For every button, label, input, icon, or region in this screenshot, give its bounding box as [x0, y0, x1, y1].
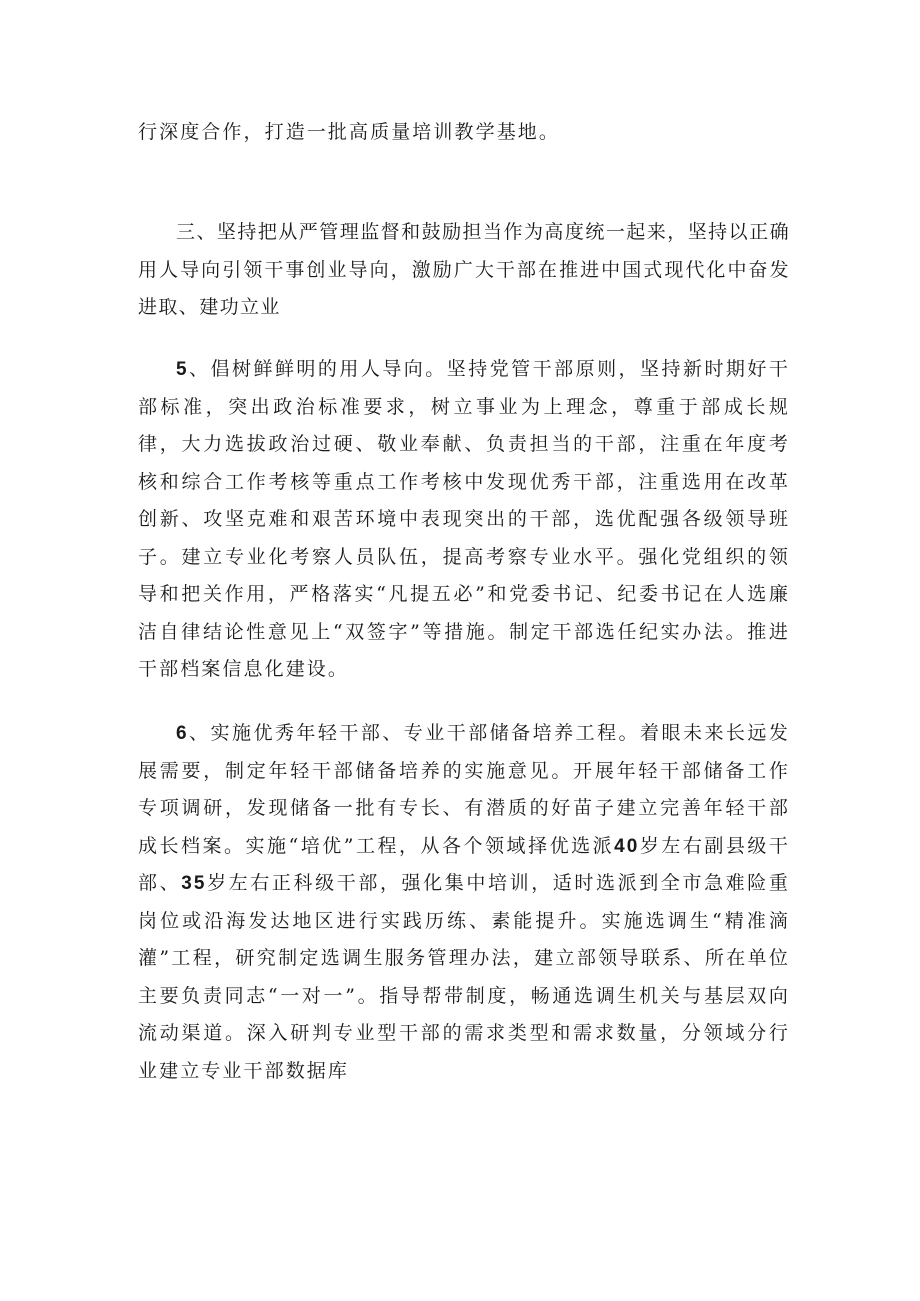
paragraph-text: 岁左右正科级干部，强化集中培训，适时选派到全市急难险重岗位或沿海发达地区进行实践历练、素能提升。实施选调生“精准滴灌”工程，研究制定选调生服务管理办法，建立部领导联系、所在单位主要负责同志“一对一”。指导帮带制度，畅通选调生机关与基层双向流动渠道。深入研判专业型干部的需求类型和需求数量，分领域分行业建立专业干部数据库 — [138, 872, 790, 1082]
paragraph-text: 、倡树鲜鲜明的用人导向。坚持党管干部原则，坚持新时期好干部标准，突出政治标准要求，树立事业为上理念，尊重于部成长规律，大力选拔政治过硬、敬业奉献、负责担当的干部，注重在年度考核和综合工作考核等重点工作考核中发现优秀干部，注重选用在改革创新、攻坚克难和艰苦环境中表现突出的干部，选优配强各级领导班子。建立专业化考察人员队伍，提高考察专业水平。强化党组织的领导和把关作用，严格落实“凡提五必”和党委书记、纪委书记在人选廉洁自律结论性意见上“双签字”等措施。制定干部选任纪实办法。推进干部档案信息化建设。 — [138, 358, 790, 680]
paragraph-text: 岁左右副县级干部、 — [138, 834, 791, 894]
item-number: 5 — [176, 359, 189, 380]
age-number: 35 — [181, 873, 207, 894]
paragraph-item-6 — [138, 715, 790, 1090]
paragraph-continuation: 行深度合作，打造一批高质量培训教学基地。 — [138, 121, 561, 143]
section-heading-three: 三、坚持把从严管理监督和鼓励担当作为高度统一起来，坚持以正确用人导向引领干事创业导向，激励广大干部在推进中国式现代化中奋发进取、建功立业 — [138, 221, 790, 318]
age-number: 40 — [614, 835, 640, 857]
paragraph-item-5 — [138, 351, 790, 689]
item-number: 6 — [176, 723, 189, 744]
paragraph-text: 、实施优秀年轻干部、专业干部储备培养工程。着眼未来长远发展需要，制定年轻干部储备培养的实施意见。开展年轻干部储备工作专项调研，发现储备一批有专长、有潜质的好苗子建立完善年轻干部成长档案。实施“培优”工程，从各个领域择优选派 — [138, 722, 790, 857]
